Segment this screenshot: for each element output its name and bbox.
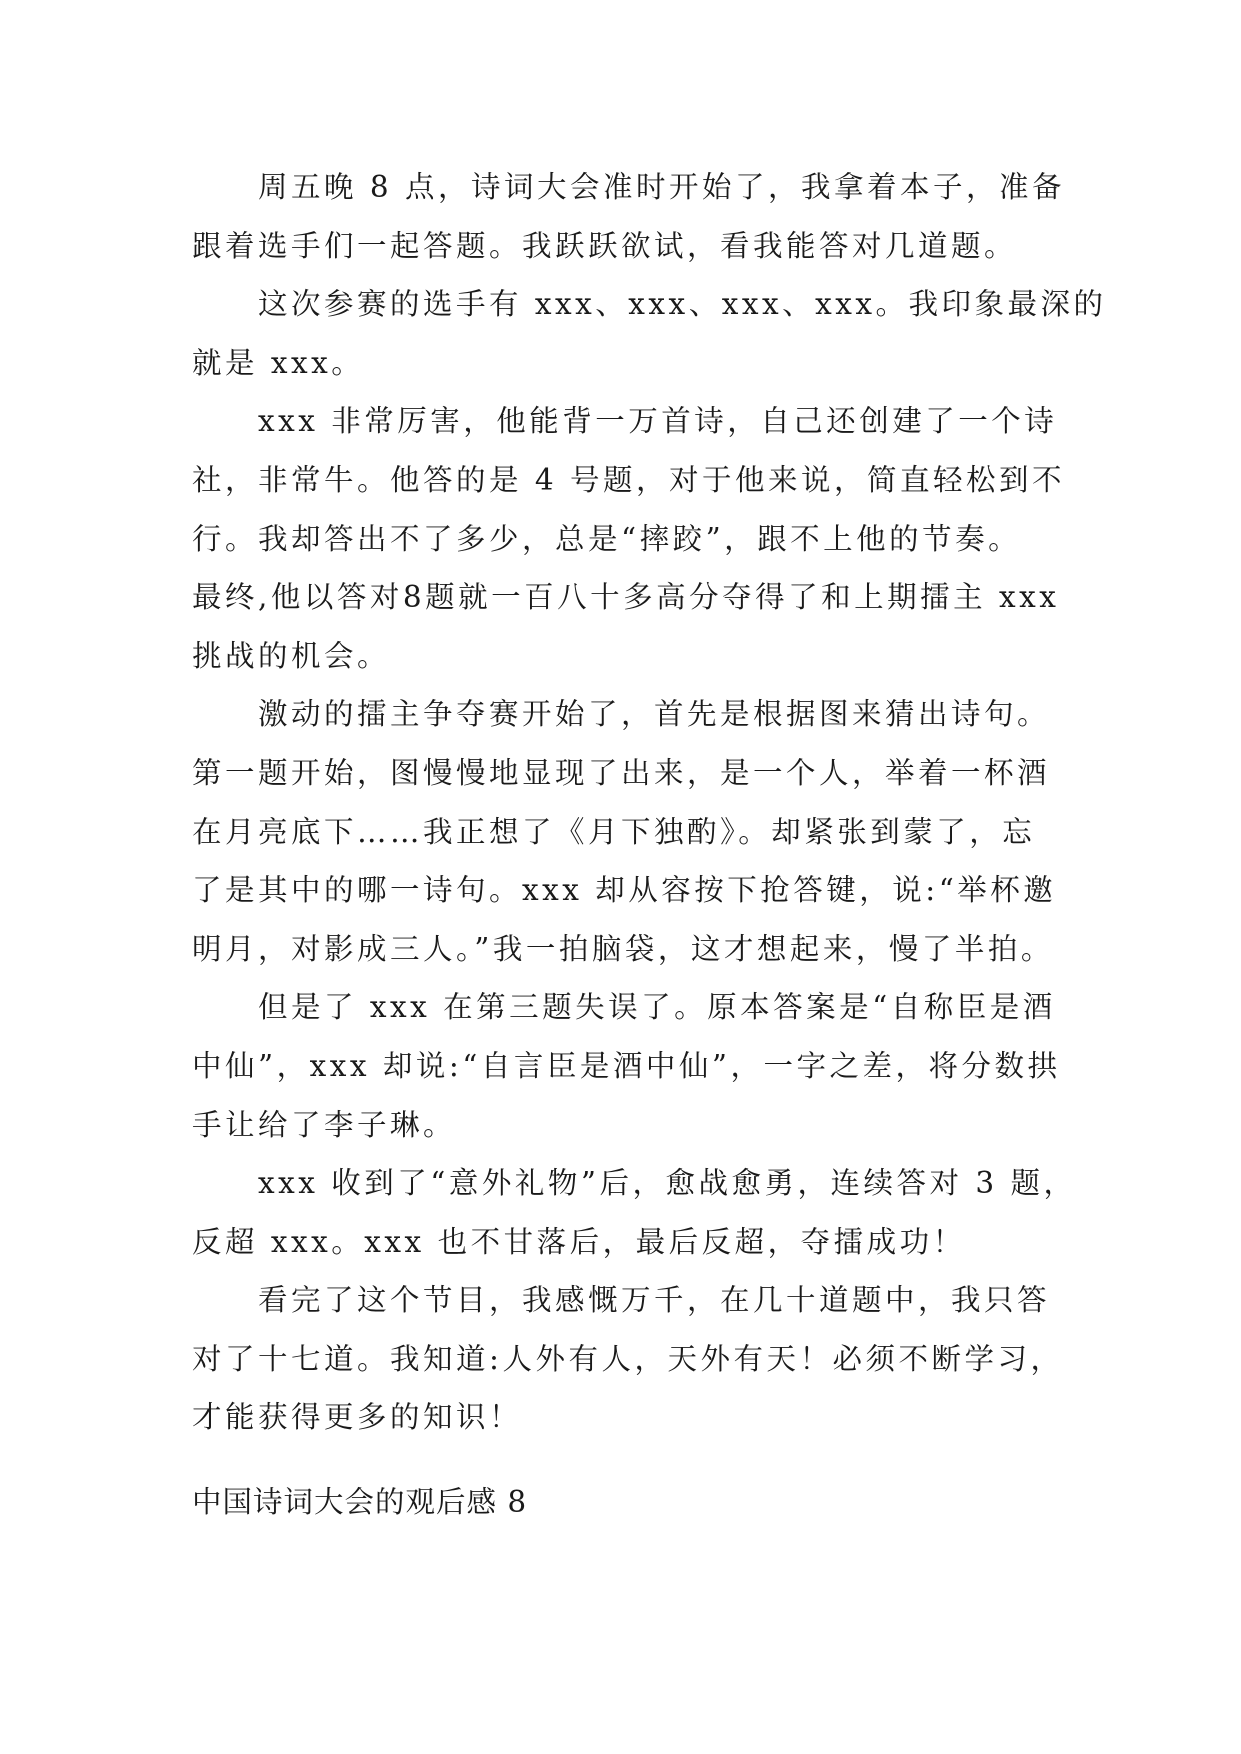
paragraph-3 bbox=[192, 392, 1066, 685]
text-line: xxx 收到了“意外礼物”后，愈战愈勇，连续答对 3 题， bbox=[258, 1166, 1077, 1201]
text-line: 对了十七道。我知道:人外有人，天外有天！必须不断学习， bbox=[192, 1341, 1064, 1376]
paragraph-6 bbox=[192, 1154, 1077, 1271]
text-line: 就是 xxx。 bbox=[192, 345, 365, 380]
text-line: 行。我却答出不了多少，总是“摔跤”，跟不上他的节奏。 bbox=[192, 521, 1022, 556]
text-line: 最终,他以答对8题就一百八十多高分夺得了和上期擂主 xxx bbox=[192, 580, 1060, 615]
text-line: 但是了 xxx 在第三题失误了。原本答案是“自称臣是酒 bbox=[258, 990, 1056, 1025]
text-line: 跟着选手们一起答题。我跃跃欲试，看我能答对几道题。 bbox=[192, 228, 1018, 263]
text-line: 挑战的机会。 bbox=[192, 638, 391, 673]
text-line: 才能获得更多的知识！ bbox=[192, 1400, 523, 1435]
paragraph-7 bbox=[192, 1271, 1062, 1447]
text-line: 这次参赛的选手有 xxx、xxx、xxx、xxx。我印象最深的 bbox=[258, 287, 1107, 322]
paragraph-4 bbox=[192, 685, 1062, 978]
text-line: 手让给了李子琳。 bbox=[192, 1107, 457, 1142]
text-line: 反超 xxx。xxx 也不甘落后，最后反超，夺擂成功！ bbox=[192, 1224, 966, 1259]
text-line: 周五晚 8 点，诗词大会准时开始了，我拿着本子，准备 bbox=[258, 170, 1066, 204]
text-line: 看完了这个节目，我感慨万千，在几十道题中，我只答 bbox=[258, 1283, 1051, 1318]
paragraph-1 bbox=[192, 158, 1066, 275]
next-section-heading: 中国诗词大会的观后感 8 bbox=[192, 1485, 528, 1519]
text-line: xxx 非常厉害，他能背一万首诗，自己还创建了一个诗 bbox=[258, 404, 1058, 439]
text-line: 明月，对影成三人。”我一拍脑袋，这才想起来，慢了半拍。 bbox=[192, 931, 1054, 966]
text-line: 了是其中的哪一诗句。xxx 却从容按下抢答键，说:“举杯邀 bbox=[192, 873, 1057, 908]
text-line: 激动的擂主争夺赛开始了，首先是根据图来猜出诗句。 bbox=[258, 697, 1051, 732]
text-line: 第一题开始，图慢慢地显现了出来，是一个人，举着一杯酒 bbox=[192, 755, 1051, 790]
paragraph-2 bbox=[192, 275, 1107, 392]
text-line: 在月亮底下……我正想了《月下独酌》。却紧张到蒙了，忘 bbox=[192, 814, 1036, 849]
paragraph-5 bbox=[192, 978, 1062, 1154]
essay-body bbox=[192, 158, 1107, 1447]
text-line: 社，非常牛。他答的是 4 号题，对于他来说，简直轻松到不 bbox=[192, 462, 1066, 497]
text-line: 中仙”，xxx 却说:“自言臣是酒中仙”，一字之差，将分数拱 bbox=[192, 1048, 1061, 1083]
